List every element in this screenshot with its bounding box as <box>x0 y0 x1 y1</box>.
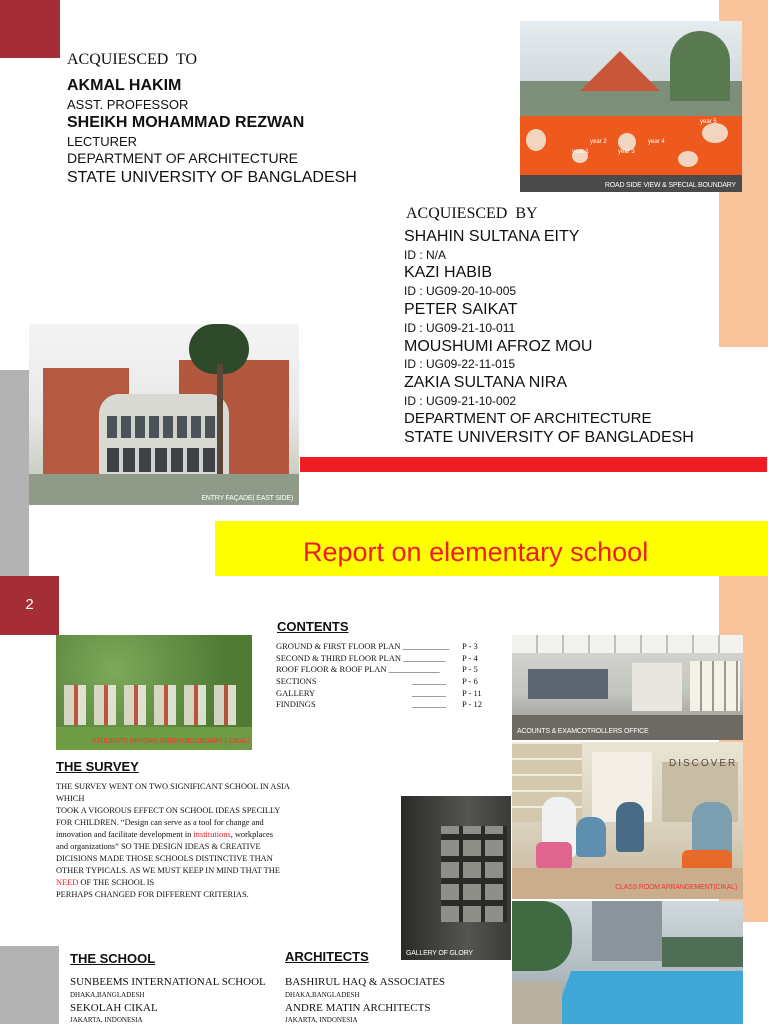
school-1-name: SUNBEEMS INTERNATIONAL SCHOOL <box>70 976 266 988</box>
header-department: DEPARTMENT OF ARCHITECTURE <box>67 150 299 166</box>
page-number-block <box>0 576 59 635</box>
contents-item: FINDINGS ________ P - 12 <box>276 699 482 710</box>
person2-title: LECTURER <box>67 134 138 149</box>
person1-name: AKMAL HAKIM <box>67 77 182 94</box>
classroom-photo-caption: CLASS ROOM ARRANGEMENT(CIKAL) <box>615 884 737 891</box>
pool-photo <box>512 901 743 1024</box>
architect-2-location: JAKARTA, INDONESIA <box>285 1016 358 1024</box>
road-label-1: year 1 <box>572 149 589 155</box>
report-title-banner <box>215 521 768 576</box>
gallery-photo-caption: GALLERY OF GLORY <box>406 950 473 957</box>
gray-block-left <box>0 370 29 576</box>
classroom-photo <box>512 742 743 899</box>
architects-heading: ARCHITECTS <box>285 949 369 964</box>
member-4-name: MOUSHUMI AFROZ MOU <box>404 338 593 355</box>
member-4-id: ID : UG09-22-11-015 <box>404 357 516 371</box>
person2-name: SHEIKH MOHAMMAD REZWAN <box>67 114 305 131</box>
architect-1-location: DHAKA,BANGLADESH <box>285 991 360 999</box>
contents-item: SECTIONS ________ P - 6 <box>276 676 478 687</box>
gallery-photo <box>401 796 511 960</box>
survey-body: THE SURVEY WENT ON TWO SIGNIFICANT SCHOOL IN ASIA WHICH TOOK A VIGOROUS EFFECT ON SCHOOL IDEAS SPECILLY FOR CHILDREN. “Design can serve as a tool for change and innovation and facilitate development in institutions, workplaces and organizations” SO THE DESIGN IDEAS & CREATIVE DICISIONS MADE THOSE SCHOOLS DISTINCTIVE THAN OTHER TYPICALS. AS WE MUST KEEP IN MIND THAT THE NEED OF THE SCHOOL IS PERHAPS CHANGED FOR DIFFERENT CRITERIAS. <box>56 782 290 899</box>
contents-item: GALLERY ________ P - 11 <box>276 687 482 698</box>
member-3-name: PETER SAIKAT <box>404 301 518 318</box>
road-label-2: year 2 <box>590 139 607 145</box>
by-department: DEPARTMENT OF ARCHITECTURE <box>404 410 652 427</box>
report-title: Report on elementary school <box>303 537 649 567</box>
road-label-3: year 3 <box>618 149 635 155</box>
road-photo-caption: ROAD SIDE VIEW & SPECIAL BOUNDARY <box>604 182 736 189</box>
page-number: 2 <box>25 596 34 613</box>
school-2-location: JAKARTA, INDONESIA <box>70 1016 143 1024</box>
by-university: STATE UNIVERSITY OF BANGLADESH <box>404 429 694 446</box>
architect-1-name: BASHIRUL HAQ & ASSOCIATES <box>285 976 446 988</box>
contents-heading: CONTENTS <box>277 619 349 634</box>
classroom-wall-text: DISCOVER <box>669 758 738 769</box>
acquiesced-to-heading: ACQUIESCED TO <box>67 51 198 68</box>
contents-item: ROOF FLOOR & ROOF PLAN ____________ P - 5 <box>276 664 478 675</box>
member-5-id: ID : UG09-21-10-002 <box>404 394 517 408</box>
member-3-id: ID : UG09-21-10-011 <box>404 321 516 335</box>
school-1-location: DHAKA,BANGLADESH <box>70 991 145 999</box>
road-label-5: year 5 <box>700 119 717 125</box>
school-heading: THE SCHOOL <box>70 951 156 966</box>
acquiesced-by-heading: ACQUIESCED BY <box>406 205 538 222</box>
member-2-id: ID : UG09-20-10-005 <box>404 284 517 298</box>
person1-title: ASST. PROFESSOR <box>67 97 189 112</box>
red-bar <box>300 457 767 472</box>
entry-facade-photo <box>29 324 299 505</box>
office-photo <box>512 635 743 740</box>
architect-2-name: ANDRE MATIN ARCHITECTS <box>285 1002 431 1014</box>
contents-item: GROUND & FIRST FLOOR PLAN ___________ P - 3 <box>276 641 478 651</box>
member-2-name: KAZI HABIB <box>404 264 493 281</box>
entry-photo-caption: ENTRY FAÇADE( EAST SIDE) <box>201 495 293 502</box>
office-photo-caption: ACOUNTS & EXAMCOTROLLERS OFFICE <box>517 728 649 735</box>
road-side-photo <box>520 21 742 192</box>
gray-block-bottom <box>0 946 59 1024</box>
member-5-name: ZAKIA SULTANA NIRA <box>404 374 568 391</box>
students-photo <box>56 635 252 750</box>
school-2-name: SEKOLAH CIKAL <box>70 1002 158 1014</box>
maroon-block-top <box>0 0 60 58</box>
contents-item: SECOND & THIRD FLOOR PLAN __________ P - 4 <box>276 652 478 663</box>
header-university: STATE UNIVERSITY OF BANGLADESH <box>67 169 357 186</box>
survey-heading: THE SURVEY <box>56 759 139 774</box>
students-photo-caption: STUDENTS BEFORE GREEN BOUNDARY ( CIKAL) <box>92 738 250 745</box>
contents-list <box>276 641 506 711</box>
road-label-4: year 4 <box>648 139 665 145</box>
member-1-id: ID : N/A <box>404 248 447 262</box>
member-1-name: SHAHIN SULTANA EITY <box>404 228 580 245</box>
